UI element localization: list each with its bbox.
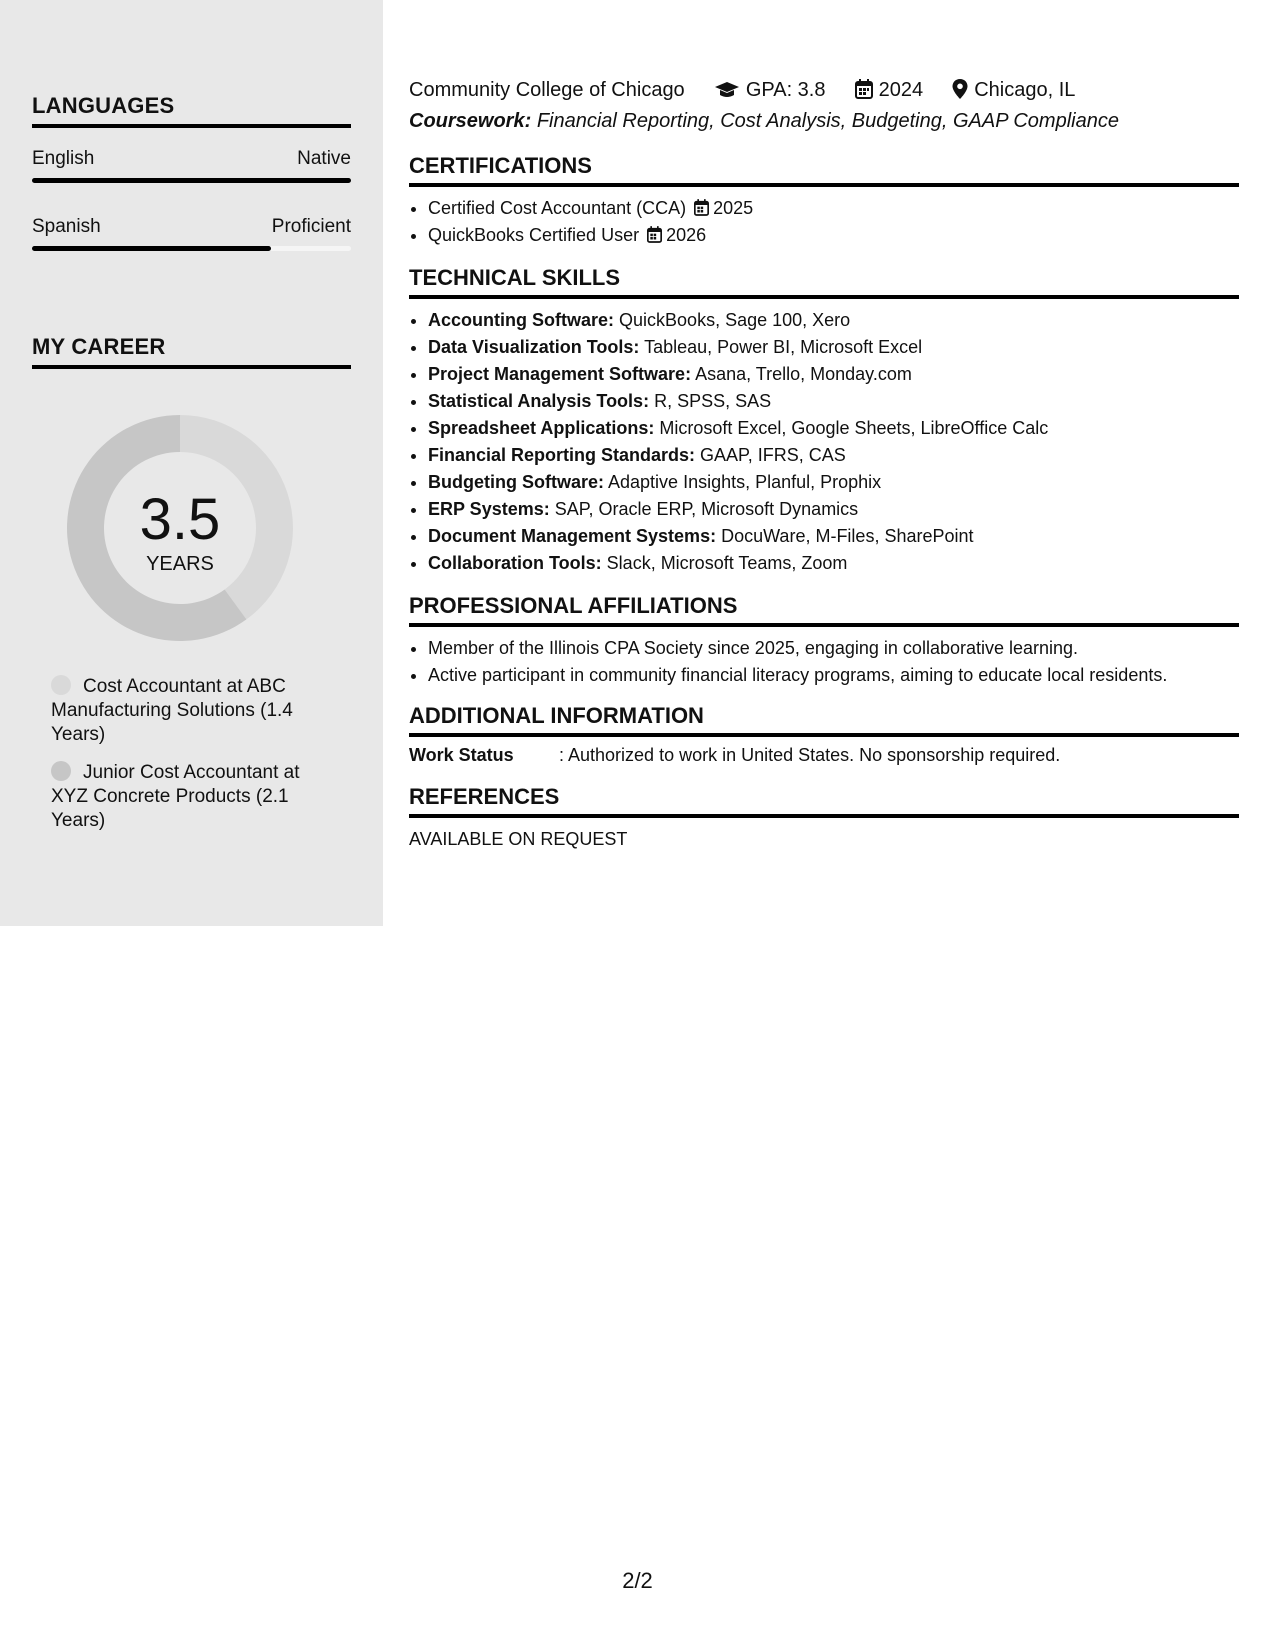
- career-legend-item: [51, 761, 321, 833]
- calendar-icon: [686, 198, 713, 218]
- skill-item: [428, 334, 1239, 361]
- career-legend-item: [51, 675, 321, 747]
- skill-item: [428, 442, 1239, 469]
- skill-category: Project Management Software:: [428, 364, 692, 384]
- skill-category: Data Visualization Tools:: [428, 337, 640, 357]
- skill-values: Tableau, Power BI, Microsoft Excel: [644, 337, 923, 357]
- skill-item: [428, 415, 1239, 442]
- language-proficiency-bar: [32, 246, 351, 251]
- skill-values: SAP, Oracle ERP, Microsoft Dynamics: [554, 499, 859, 519]
- legend-dot: [51, 761, 71, 781]
- skill-category: Spreadsheet Applications:: [428, 418, 655, 438]
- coursework-line: [409, 110, 1119, 133]
- certification-item: [428, 195, 1239, 222]
- affiliations-heading: PROFESSIONAL AFFILIATIONS: [409, 593, 1239, 627]
- career-legend-label: Cost Accountant at ABC Manufacturing Solutions (1.4 Years): [51, 676, 293, 745]
- skill-item: [428, 388, 1239, 415]
- skill-category: Statistical Analysis Tools:: [428, 391, 650, 411]
- calendar-icon: [855, 79, 879, 101]
- work-status-value: : Authorized to work in United States. No sponsorship required.: [559, 745, 1061, 765]
- career-total-years: 3.5: [139, 487, 221, 552]
- career-donut-chart: [67, 415, 293, 641]
- affiliation-item: • Member of the Illinois CPA Society since 2025, engaging in collaborative learning.: [428, 635, 1239, 662]
- references-heading: REFERENCES: [409, 784, 1239, 818]
- career-legend: [51, 675, 321, 847]
- skill-category: Accounting Software:: [428, 310, 615, 330]
- education-line: [409, 79, 1075, 102]
- language-name: Spanish: [32, 216, 101, 237]
- language-proficiency-fill: [32, 178, 351, 183]
- legend-dot: [51, 675, 71, 695]
- language-item: [32, 216, 351, 251]
- language-level: Proficient: [271, 216, 351, 237]
- certification-year: 2026: [666, 225, 707, 245]
- technical-skills-list: [409, 307, 1239, 577]
- affiliation-item: • Active participant in community financial literacy programs, aiming to educate local residents.: [428, 662, 1239, 689]
- language-proficiency-fill: [32, 246, 271, 251]
- school-name: Community College of Chicago: [409, 79, 685, 101]
- additional-info-heading: ADDITIONAL INFORMATION: [409, 703, 1239, 737]
- certification-name: Certified Cost Accountant (CCA): [428, 198, 687, 218]
- certifications-section: [409, 153, 1239, 249]
- location: Chicago, IL: [974, 79, 1076, 101]
- technical-skills-section: [409, 265, 1239, 577]
- gpa: GPA: 3.8: [745, 79, 826, 101]
- certification-name: QuickBooks Certified User: [428, 225, 640, 245]
- skill-values: Adaptive Insights, Planful, Prophix: [608, 472, 882, 492]
- skill-category: ERP Systems:: [428, 499, 550, 519]
- work-status-label: Work Status: [409, 745, 514, 765]
- work-status-row: [409, 745, 1239, 766]
- skill-category: Document Management Systems:: [428, 526, 717, 546]
- career-section: [32, 334, 351, 369]
- location-pin-icon: [952, 79, 974, 101]
- language-proficiency-bar: [32, 178, 351, 183]
- additional-info-section: [409, 703, 1239, 766]
- skill-values: Microsoft Excel, Google Sheets, LibreOffice Calc: [659, 418, 1049, 438]
- skill-item: [428, 496, 1239, 523]
- skill-values: Slack, Microsoft Teams, Zoom: [606, 553, 848, 573]
- skill-item: [428, 361, 1239, 388]
- references-section: [409, 784, 1239, 850]
- skill-category: Budgeting Software:: [428, 472, 604, 492]
- calendar-icon: [639, 225, 666, 245]
- coursework-list: Financial Reporting, Cost Analysis, Budgeting, GAAP Compliance: [536, 110, 1119, 132]
- skill-values: R, SPSS, SAS: [654, 391, 772, 411]
- career-total-unit: YEARS: [146, 553, 214, 575]
- references-text: AVAILABLE ON REQUEST: [409, 829, 628, 849]
- skill-category: Financial Reporting Standards:: [428, 445, 696, 465]
- career-heading: MY CAREER: [32, 334, 351, 369]
- skill-item: [428, 469, 1239, 496]
- affiliations-section: [409, 593, 1239, 689]
- coursework-label: Coursework:: [409, 110, 532, 132]
- page-number: 2/2: [622, 1568, 653, 1593]
- skill-values: QuickBooks, Sage 100, Xero: [619, 310, 851, 330]
- languages-heading: LANGUAGES: [32, 93, 351, 128]
- languages-section: [32, 93, 351, 251]
- skill-category: Collaboration Tools:: [428, 553, 602, 573]
- sidebar: [0, 0, 383, 926]
- technical-skills-heading: TECHNICAL SKILLS: [409, 265, 1239, 299]
- graduation-year: 2024: [878, 79, 924, 101]
- certification-year: 2025: [713, 198, 754, 218]
- language-level: Native: [297, 148, 351, 169]
- career-legend-label: Junior Cost Accountant at XYZ Concrete Products (2.1 Years): [51, 762, 300, 831]
- graduation-cap-icon: [714, 79, 746, 101]
- skill-item: [428, 550, 1239, 577]
- language-name: English: [32, 148, 95, 169]
- skill-item: [428, 307, 1239, 334]
- certifications-heading: CERTIFICATIONS: [409, 153, 1239, 187]
- certification-item: [428, 222, 1239, 249]
- language-item: [32, 148, 351, 183]
- skill-values: Asana, Trello, Monday.com: [695, 364, 912, 384]
- skill-item: [428, 523, 1239, 550]
- skill-values: GAAP, IFRS, CAS: [700, 445, 846, 465]
- skill-values: DocuWare, M-Files, SharePoint: [721, 526, 974, 546]
